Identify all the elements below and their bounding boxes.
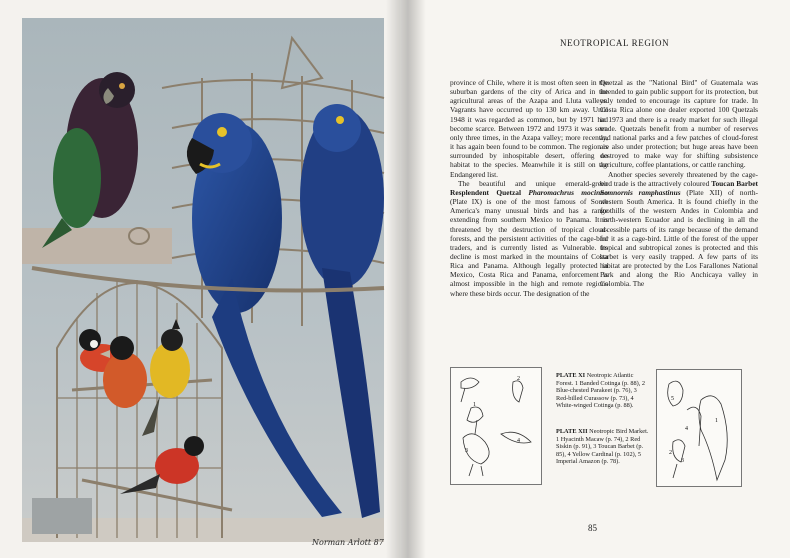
species-name: Resplendent Quetzal: [450, 187, 521, 197]
paragraph: The beautiful and unique emerald-green Resplendent Quetzal Pharomachrus mocinno (Plate IX) is one of the most famous of South America's many unusual birds and has a range extending from southern Mexico to Panama. It is threatened by the destruction of tropical cloud-forests, and the persistent activities of the cage-bird traders, and is currently listed as Vulnerable. Its decline is most marked in the mountains of Costa Rica and Panama. Although legally protected in Mexico, Costa Rica and Panama, enforcement is almost impossible in the high and remote regions where these birds occur. The designation of the: [450, 178, 608, 298]
scientific-name: Pharomachrus mocinno: [521, 187, 608, 197]
paragraph: Quetzal as the "National Bird" of Guatemala was intended to gain public support for its protection, but only tended to encourage its capture for trade. In Costa Rica alone one dealer exported 100 Quetzals in 1973 and there is a ready market for such illegal trade. Quetzals benefit from a number of reserves and national parks and a few patches of cloud-forest are also under protection; but huge areas have been destroyed to make way for shifting subsistence agriculture, coffee plantations, or cattle ranching.: [600, 78, 758, 170]
plate-11-key: [450, 367, 542, 485]
key-number: 4: [685, 426, 688, 432]
text-column-1: [450, 78, 608, 298]
caption-title: PLATE XI: [556, 372, 586, 379]
paragraph: province of Chile, where it is most often seen in the suburban gardens of the city of Arica and in the agricultural areas of the Azapa and Lluta valleys. Vagrants have occurred up to 130 km away. Until 1948 it was regarded as common, but by 1971 had become scarce. Between 1972 and 1973 it was seen only three times, in the Azapa valley; more recently, it has again been found to be common. The region is surrounded by inhospitable desert, offering no habitat to the species. Meanwhile it is still on the Endangered list.: [450, 78, 608, 179]
plate-11-key-drawing: [451, 368, 541, 484]
text-column-2: [600, 78, 758, 289]
key-number: 3: [681, 458, 684, 464]
bird-market-painting: [22, 18, 384, 542]
caption-text: Neotropic Bird Market. 1 Hyacinth Macaw (p. 74), 2 Red Siskin (p. 91), 3 Toucan Barbet (p. 85), 4 Yellow Cardinal (p. 102), 5 Imperial Amazon (p. 78).: [556, 428, 649, 466]
species-name: Toucan Barbet: [711, 178, 758, 188]
scientific-name: Semnornis ramphastinus: [600, 187, 681, 197]
running-head: NEOTROPICAL REGION: [560, 38, 670, 48]
key-number: 1: [715, 418, 718, 424]
key-number: 2: [517, 376, 520, 382]
key-number: 2: [669, 450, 672, 456]
artist-signature: Norman Arlott 87: [312, 538, 384, 547]
key-number: 3: [465, 448, 468, 454]
key-number: 5: [671, 396, 674, 402]
page-number: 85: [588, 523, 597, 533]
plate-illustration: [22, 18, 384, 547]
paragraph: Another species severely threatened by the cage-bird trade is the attractively coloured Toucan Barbet Semnornis ramphastinus (Plate XII) of north-western South America. It is found chiefly in the foothills of the western Andes in Colombia and north-western Ecuador and is declining in all the accessible parts of its range because of the demand for it as a cage-bird. Little of the forest of the upper tropical and subtropical zones is protected and this barbet is very easily trapped. A few parts of its habitat are protected by the Los Farallones National Park and along the Rio Anchicaya valley in Colombia. The: [600, 169, 758, 289]
key-number: 1: [473, 402, 476, 408]
plate-12-key: [656, 369, 742, 487]
metal-tin: [32, 498, 92, 534]
plate-11-caption: [556, 372, 650, 410]
plate-12-key-drawing: [657, 370, 741, 486]
key-number: 4: [517, 438, 520, 444]
plate-12-caption: [556, 428, 650, 466]
caption-text: Neotropic Atlantic Forest. 1 Banded Cotinga (p. 88), 2 Blue-chested Parakeet (p. 76), 3 Red-billed Curassow (p. 73), 4 White-winged Cotinga (p. 88).: [556, 372, 646, 410]
book-gutter: [386, 0, 426, 558]
caption-title: PLATE XII: [556, 428, 588, 435]
